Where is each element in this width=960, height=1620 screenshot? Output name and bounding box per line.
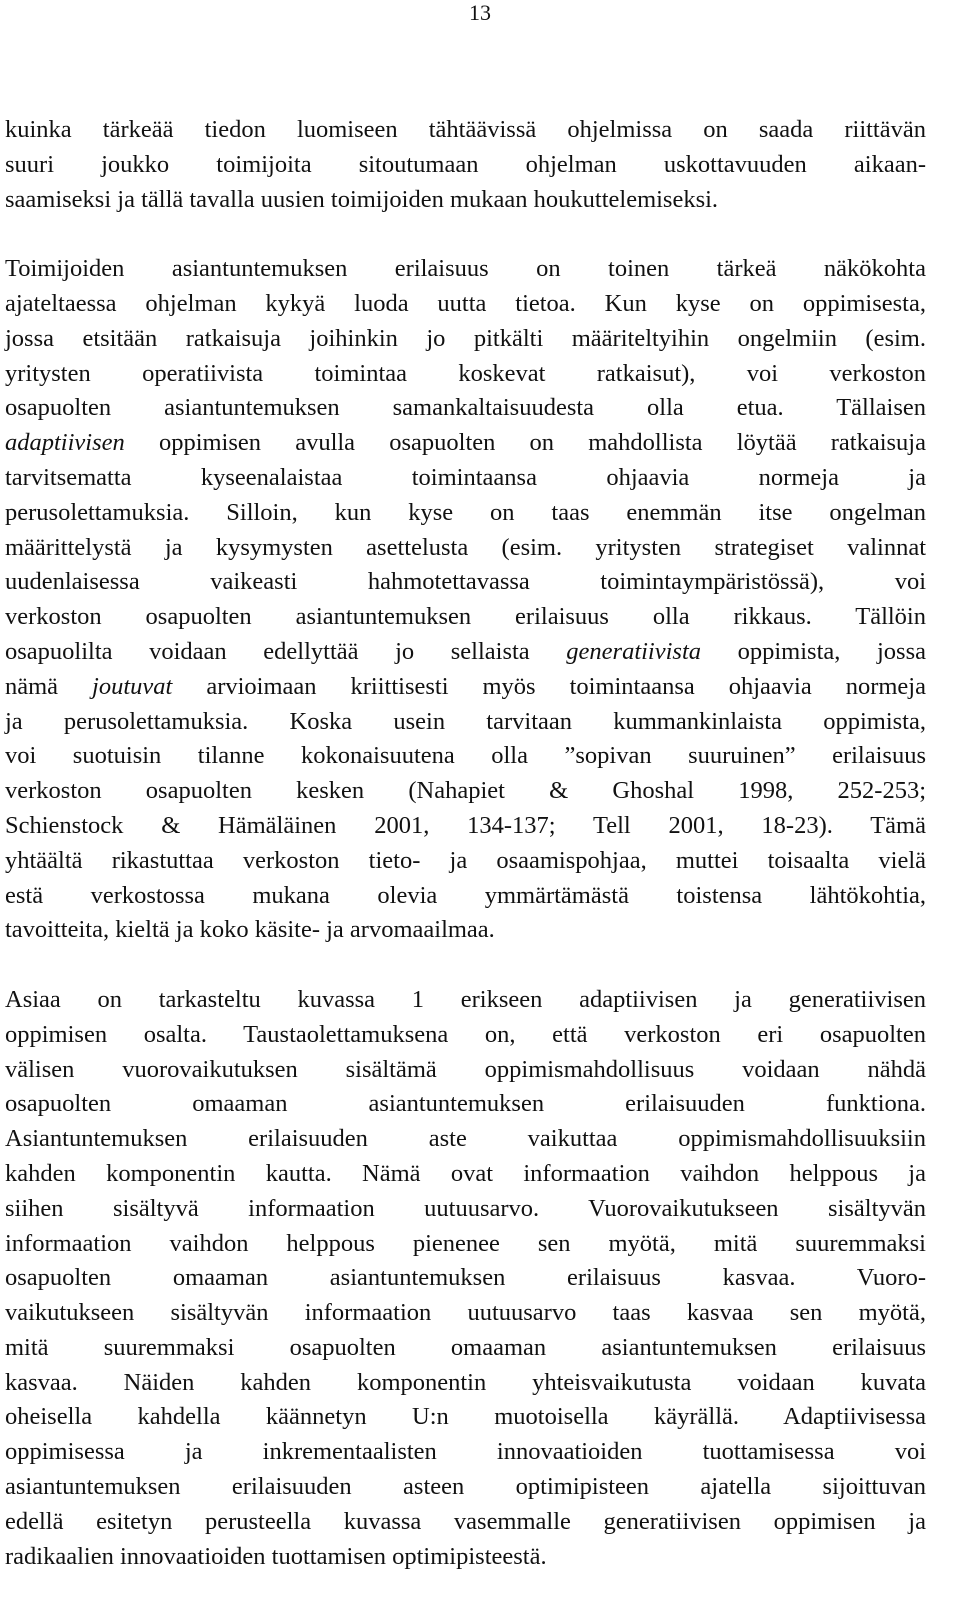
text-line: ja perusolettamuksia. Koska usein tarvitaan kummankinlaista oppimista, — [5, 707, 926, 735]
text-line: osapuolten omaaman asiantuntemuksen erilaisuuden funktiona. — [5, 1090, 926, 1118]
text-line: osapuolten omaaman asiantuntemuksen erilaisuus kasvaa. Vuoro- — [5, 1264, 926, 1292]
text-line: jossa etsitään ratkaisuja joihinkin jo pitkälti määriteltyihin ongelmiin (esim. — [5, 324, 926, 352]
text-line: kahden komponentin kautta. Nämä ovat informaation vaihdon helppous ja — [5, 1159, 926, 1187]
text-segment: arvioimaan kriittisesti myös toimintaansa ohjaavia normeja — [172, 672, 926, 700]
text-segment: osapuolilta voidaan edellyttää jo sellaista — [5, 637, 567, 665]
text-line: siihen sisältyvä informaation uutuusarvo. Vuorovaikutukseen sisältyvän — [5, 1194, 926, 1222]
text-line: kuinka tärkeää tiedon luomiseen tähtäävissä ohjelmissa on saada riittävän — [5, 116, 926, 143]
document-body — [5, 113, 926, 1574]
text-line: yritysten operatiivista toimintaa koskevat ratkaisut), voi verkoston — [5, 359, 926, 387]
emphasized-term: joutuvat — [92, 672, 173, 700]
text-line: Toimijoiden asiantuntemuksen erilaisuus on toinen tärkeä näkökohta — [5, 255, 926, 283]
text-line: Asiaa on tarkasteltu kuvassa 1 erikseen adaptiivisen ja generatiivisen — [5, 985, 926, 1013]
text-line: verkoston osapuolten kesken (Nahapiet & Ghoshal 1998, 252-253; — [5, 777, 926, 805]
text-line — [5, 635, 926, 670]
text-line: estä verkostossa mukana olevia ymmärtämästä toistensa lähtökohtia, — [5, 881, 926, 909]
text-line: asiantuntemuksen erilaisuuden asteen optimipisteen ajatella sijoittuvan — [5, 1473, 926, 1501]
text-line: oppimisen osalta. Taustaolettamuksena on, että verkoston eri osapuolten — [5, 1020, 926, 1048]
text-line: suuri joukko toimijoita sitoutumaan ohjelman uskottavuuden aikaan- — [5, 150, 926, 178]
text-line: välisen vuorovaikutuksen sisältämä oppimismahdollisuus voidaan nähdä — [5, 1055, 926, 1083]
text-line: määrittelystä ja kysymysten asettelusta (esim. yritysten strategiset valinnat — [5, 533, 926, 561]
text-line: edellä esitetyn perusteella kuvassa vasemmalle generatiivisen oppimisen ja — [5, 1507, 926, 1535]
text-line: perusolettamuksia. Silloin, kun kyse on taas enemmän itse ongelman — [5, 498, 926, 526]
paragraph-1 — [5, 113, 926, 217]
text-line: yhtäältä rikastuttaa verkoston tieto- ja osaamispohjaa, muttei toisaalta vielä — [5, 846, 926, 874]
text-segment: oppimisen avulla osapuolten on mahdollista löytää ratkaisuja — [124, 429, 926, 457]
text-line: informaation vaihdon helppous pienenee sen myötä, mitä suuremmaksi — [5, 1229, 926, 1257]
text-line: vaikutukseen sisältyvän informaation uutuusarvo taas kasvaa sen myötä, — [5, 1299, 926, 1327]
text-line: radikaalien innovaatioiden tuottamisen optimipisteestä. — [5, 1542, 547, 1570]
text-line: tarvitsematta kyseenalaistaa toimintaansa ohjaavia normeja ja — [5, 463, 926, 491]
text-line: verkoston osapuolten asiantuntemuksen erilaisuus olla rikkaus. Tällöin — [5, 603, 926, 631]
text-segment: nämä — [5, 672, 93, 700]
text-line: oppimisessa ja inkrementaalisten innovaatioiden tuottamisessa voi — [5, 1438, 926, 1466]
text-segment: oppimista, jossa — [701, 637, 926, 665]
text-line: kasvaa. Näiden kahden komponentin yhteisvaikutusta voidaan kuvata — [5, 1368, 926, 1396]
paragraph-2 — [5, 252, 926, 948]
text-line: tavoitteita, kieltä ja koko käsite- ja arvomaailmaa. — [5, 916, 495, 944]
text-line: Schienstock & Hämäläinen 2001, 134-137; Tell 2001, 18-23). Tämä — [5, 811, 926, 839]
text-line: saamiseksi ja tällä tavalla uusien toimijoiden mukaan houkuttelemiseksi. — [5, 185, 719, 213]
text-line: oheisella kahdella käännetyn U:n muotoisella käyrällä. Adaptiivisessa — [5, 1403, 926, 1431]
text-line: ajateltaessa ohjelman kykyä luoda uutta tietoa. Kun kyse on oppimisesta, — [5, 289, 926, 317]
text-line — [5, 670, 926, 705]
emphasized-term: adaptiivisen — [5, 429, 125, 457]
text-line: voi suotuisin tilanne kokonaisuutena olla ”sopivan suuruinen” erilaisuus — [5, 742, 926, 770]
page-number: 13 — [469, 0, 491, 25]
paragraph-3 — [5, 983, 926, 1575]
text-line: uudenlaisessa vaikeasti hahmotettavassa toimintaympäristössä), voi — [5, 568, 926, 596]
text-line: osapuolten asiantuntemuksen samankaltaisuudesta olla etua. Tällaisen — [5, 394, 926, 422]
text-line: mitä suuremmaksi osapuolten omaaman asiantuntemuksen erilaisuus — [5, 1333, 926, 1361]
text-line — [5, 426, 926, 461]
text-line: Asiantuntemuksen erilaisuuden aste vaikuttaa oppimismahdollisuuksiin — [5, 1125, 926, 1153]
emphasized-term: generatiivista — [566, 637, 702, 665]
